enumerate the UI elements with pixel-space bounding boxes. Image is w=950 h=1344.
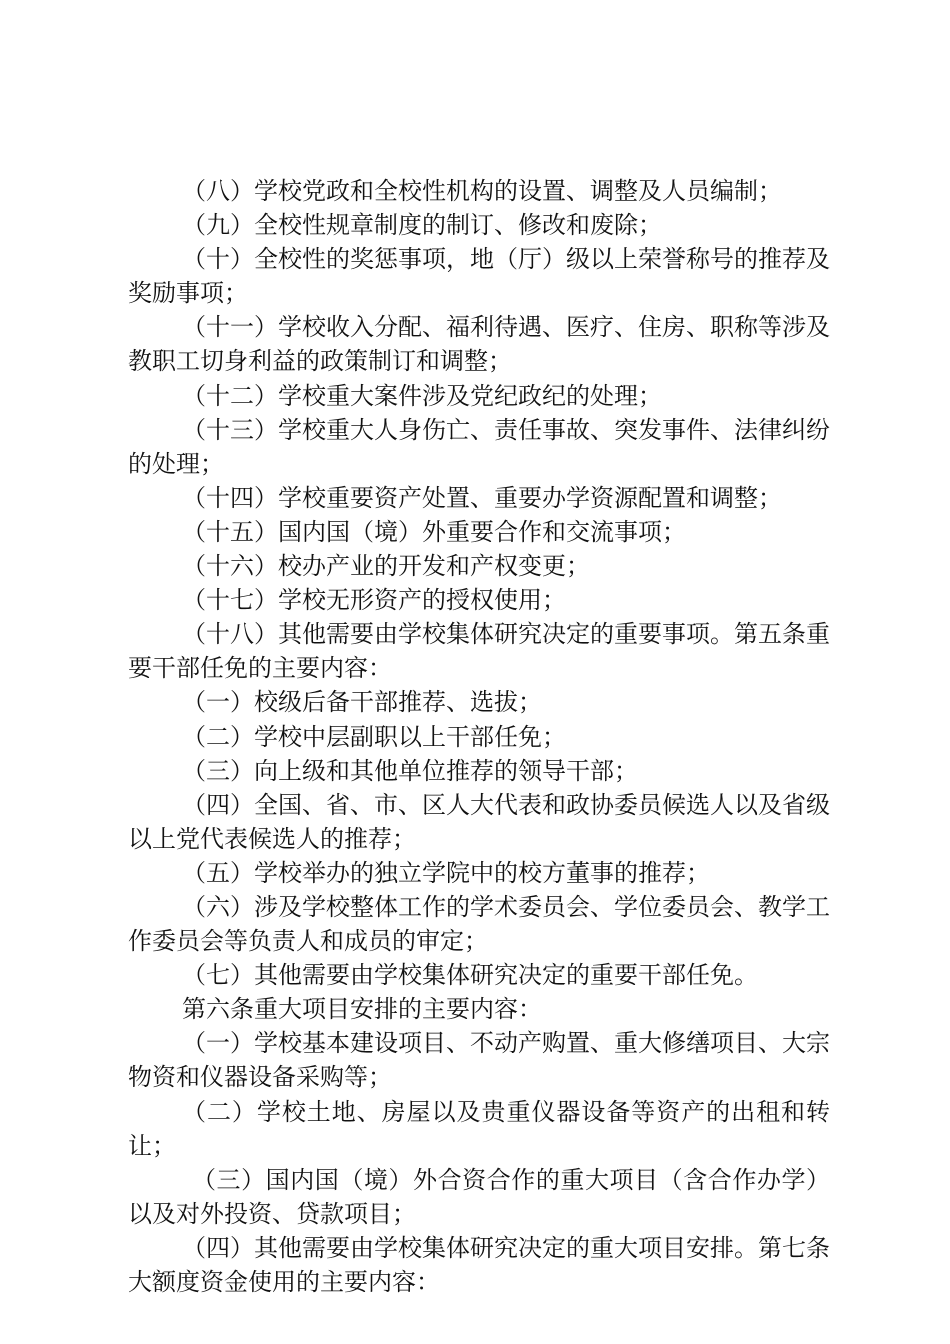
- cadre-clause-7: （七）其他需要由学校集体研究决定的重要干部任免。: [182, 961, 758, 990]
- clause-11: （十一）学校收入分配、福利待遇、医疗、住房、职称等涉及教职工切身利益的政策制订和调整；: [128, 313, 830, 376]
- cadre-clause-2: （二）学校中层副职以上干部任免；: [182, 722, 566, 751]
- cadre-clause-5: （五）学校举办的独立学院中的校方董事的推荐；: [182, 858, 710, 887]
- clause-14: （十四）学校重要资产处置、重要办学资源配置和调整；: [182, 483, 782, 512]
- document-body: [128, 174, 830, 1299]
- clause-17: （十七）学校无形资产的授权使用；: [182, 586, 566, 615]
- project-clause-3: （三）国内国（境）外合资合作的重大项目（含合作办学）以及对外投资、贷款项目；: [128, 1165, 830, 1228]
- cadre-clause-3: （三）向上级和其他单位推荐的领导干部；: [182, 756, 638, 785]
- project-clause-4-and-article-7: （四）其他需要由学校集体研究决定的重大项目安排。第七条大额度资金使用的主要内容：: [128, 1233, 830, 1296]
- project-clause-1: （一）学校基本建设项目、不动产购置、重大修缮项目、大宗物资和仪器设备采购等；: [128, 1029, 830, 1092]
- project-clause-2: （二）学校土地、房屋以及贵重仪器设备等资产的出租和转让；: [128, 1097, 830, 1160]
- clause-10: （十）全校性的奖惩事项，地（厅）级以上荣誉称号的推荐及奖励事项；: [128, 245, 830, 308]
- clause-16: （十六）校办产业的开发和产权变更；: [182, 552, 590, 581]
- clause-12: （十二）学校重大案件涉及党纪政纪的处理；: [182, 381, 662, 410]
- clause-18-and-article-5: （十八）其他需要由学校集体研究决定的重要事项。第五条重要干部任免的主要内容：: [128, 620, 830, 683]
- clause-13: （十三）学校重大人身伤亡、责任事故、突发事件、法律纠纷的处理；: [128, 415, 830, 478]
- clause-8: （八）学校党政和全校性机构的设置、调整及人员编制；: [182, 177, 782, 205]
- article-6-heading: 第六条重大项目安排的主要内容：: [182, 995, 542, 1024]
- cadre-clause-4: （四）全国、省、市、区人大代表和政协委员候选人以及省级以上党代表候选人的推荐；: [128, 790, 830, 853]
- cadre-clause-1: （一）校级后备干部推荐、选拔；: [182, 688, 542, 717]
- clause-15: （十五）国内国（境）外重要合作和交流事项；: [182, 517, 686, 546]
- clause-9: （九）全校性规章制度的制订、修改和废除；: [182, 211, 662, 240]
- cadre-clause-6: （六）涉及学校整体工作的学术委员会、学位委员会、教学工作委员会等负责人和成员的审定；: [128, 892, 830, 956]
